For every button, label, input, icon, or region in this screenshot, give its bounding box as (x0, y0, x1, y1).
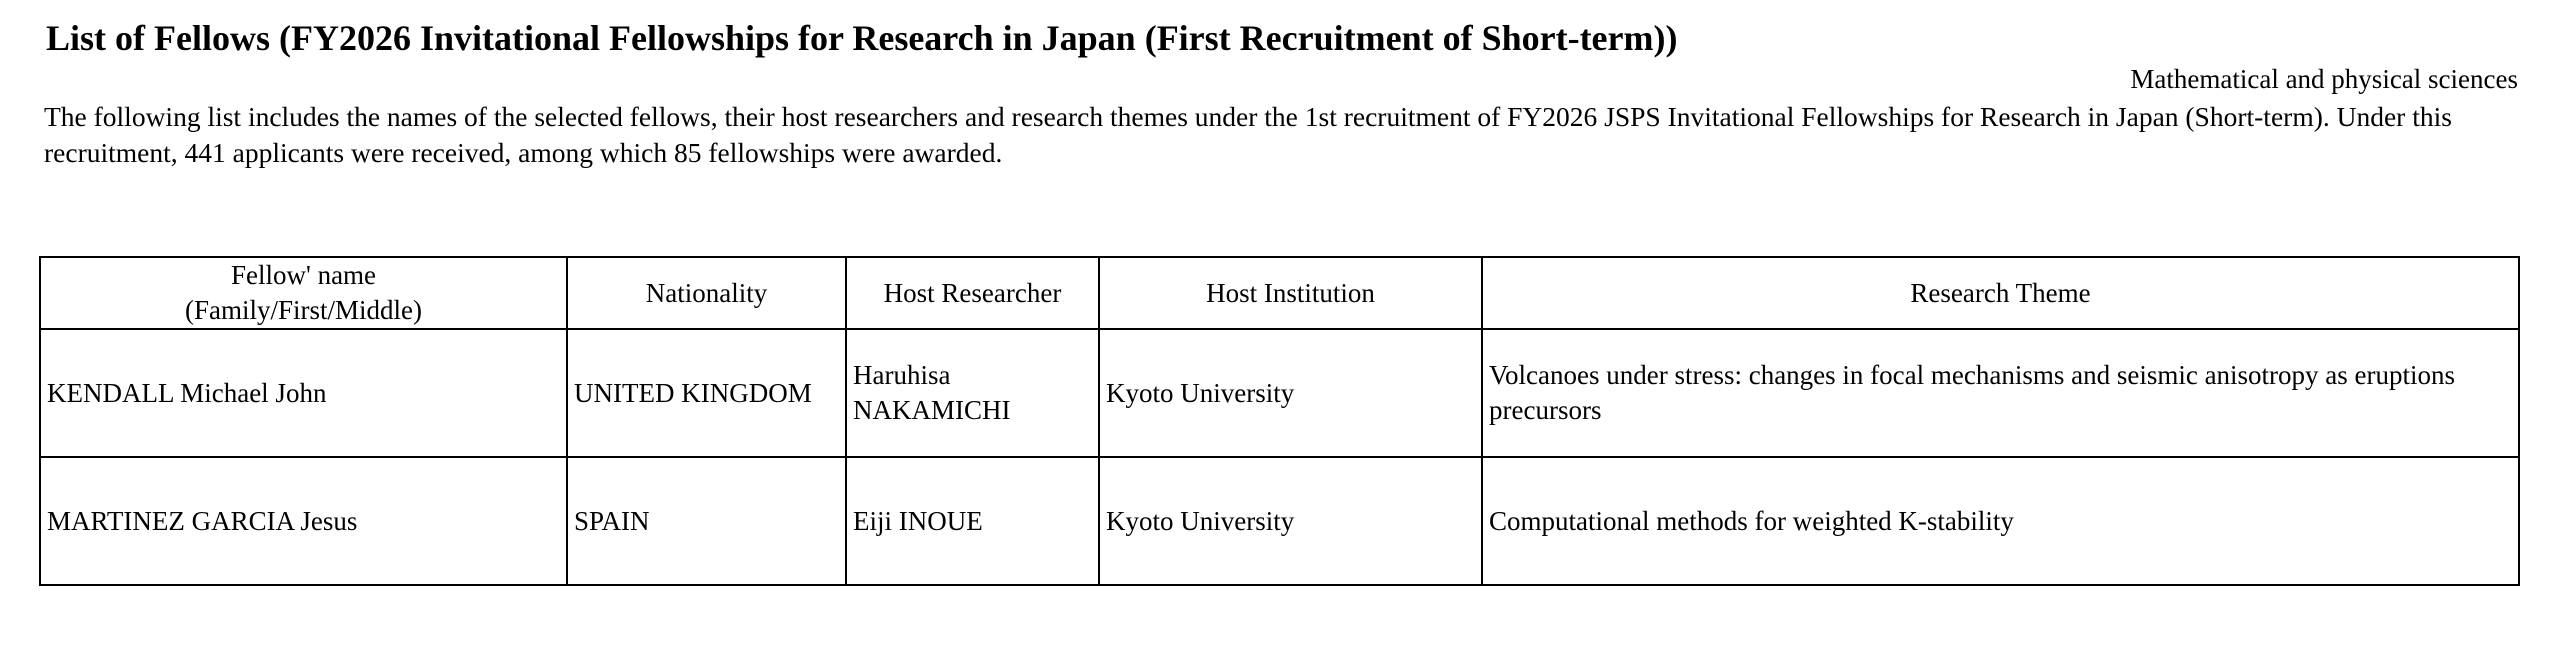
header-fellow-name-line1: Fellow' name (230, 260, 377, 290)
page-title: List of Fellows (FY2026 Invitational Fellowships for Research in Japan (First Recruitment of Short-term)) (46, 18, 1678, 58)
table-header-row (40, 257, 2519, 329)
header-nationality: Nationality (567, 257, 846, 329)
cell-research-theme: Volcanoes under stress: changes in focal mechanisms and seismic anisotropy as eruptions precursors (1482, 329, 2519, 457)
cell-host-institution: Kyoto University (1099, 329, 1482, 457)
cell-host-institution: Kyoto University (1099, 457, 1482, 585)
cell-research-theme: Computational methods for weighted K-stability (1482, 457, 2519, 585)
header-research-theme: Research Theme (1482, 257, 2519, 329)
cell-fellow-name: MARTINEZ GARCIA Jesus (40, 457, 567, 585)
fellows-table (39, 256, 2520, 586)
cell-host-researcher: Haruhisa NAKAMICHI (846, 329, 1099, 457)
table-row (40, 329, 2519, 457)
research-category: Mathematical and physical sciences (2130, 64, 2518, 94)
table-row (40, 457, 2519, 585)
header-fellow-name-line2: (Family/First/Middle) (184, 295, 422, 325)
cell-host-researcher: Eiji INOUE (846, 457, 1099, 585)
header-host-researcher: Host Researcher (846, 257, 1099, 329)
cell-nationality: UNITED KINGDOM (567, 329, 846, 457)
cell-nationality: SPAIN (567, 457, 846, 585)
cell-fellow-name: KENDALL Michael John (40, 329, 567, 457)
header-host-institution: Host Institution (1099, 257, 1482, 329)
header-fellow-name (40, 257, 567, 329)
intro-paragraph: The following list includes the names of the selected fellows, their host researchers and research themes under the 1st recruitment of FY2026 JSPS Invitational Fellowships for Research in Japan (Short-term). Under this recruitment, 441 applicants were received, among which 85 fellowships were awarded. (44, 101, 2452, 168)
